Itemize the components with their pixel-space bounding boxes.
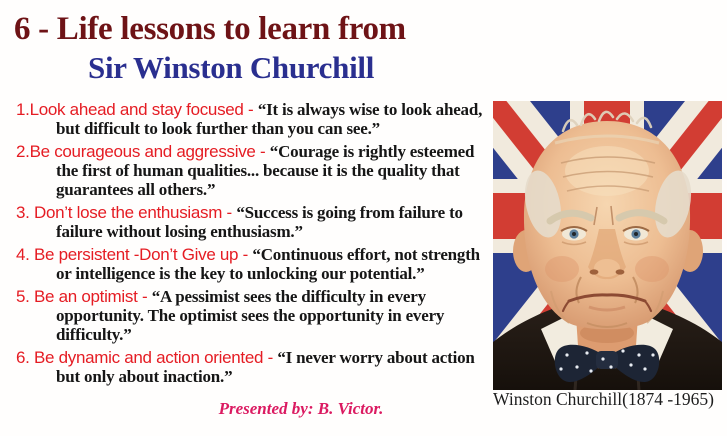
lessons-list <box>16 100 492 390</box>
slide-title-line1: 6 - Life lessons to learn from <box>14 11 406 47</box>
churchill-portrait-image <box>493 101 722 390</box>
churchill-portrait-illustration <box>493 101 722 390</box>
lesson-heading: 6. Be dynamic and action oriented - <box>16 348 278 367</box>
lesson-item-4 <box>16 245 492 283</box>
presented-by-credit: Presented by: B. Victor. <box>218 399 384 418</box>
lesson-heading: 3. Don’t lose the enthusiasm - <box>16 203 237 222</box>
lesson-quote: “A pessimist sees the difficulty in every opportunity. The optimist sees the opportunity in every difficulty.” <box>56 287 445 344</box>
slide-title-line2: Sir Winston Churchill <box>88 50 375 85</box>
lesson-quote: “I never worry about action but only about inaction.” <box>56 348 475 386</box>
lesson-quote: “Continuous effort, not strength or intelligence is the key to unlocking our potential.” <box>56 245 480 283</box>
lesson-item-6 <box>16 348 492 386</box>
lesson-quote: “Courage is rightly esteemed the first of human qualities... because it is the quality that guarantees all others.” <box>56 142 475 199</box>
lesson-heading: 5. Be an optimist - <box>16 287 152 306</box>
lesson-quote: “Success is going from failure to failure without losing enthusiasm.” <box>56 203 463 241</box>
lesson-item-5 <box>16 287 492 344</box>
lesson-item-3 <box>16 203 492 241</box>
lesson-heading: 4. Be persistent -Don’t Give up - <box>16 245 253 264</box>
lesson-heading: 1.Look ahead and stay focused - <box>16 100 258 119</box>
lesson-item-2 <box>16 142 492 199</box>
lesson-heading: 2.Be courageous and aggressive - <box>16 142 270 161</box>
lesson-quote: “It is always wise to look ahead, but difficult to look further than you can see.” <box>56 100 483 138</box>
lesson-item-1 <box>16 100 492 138</box>
portrait-caption: Winston Churchill(1874 -1965) <box>493 389 714 409</box>
